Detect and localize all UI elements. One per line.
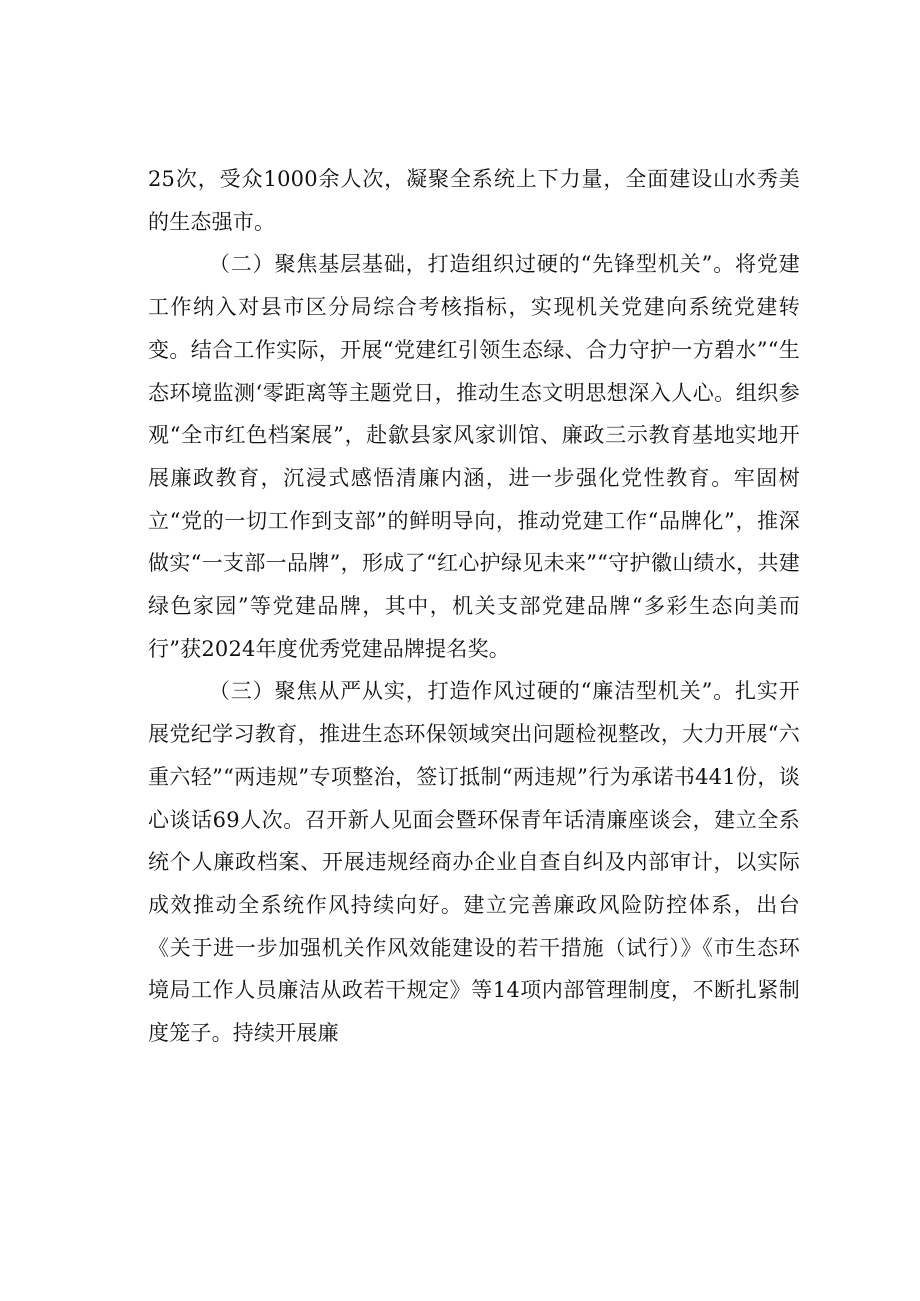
paragraph-section-two: （二）聚焦基层基础，打造组织过硬的“先锋型机关”。将党建工作纳入对县市区分局综合考核指标，实现机关党建向系统党建转变。结合工作实际，开展“党建红引领生态绿、合力守护一方碧水”“生态环境监测‘零距离等主题党日，推动生态文明思想深入人心。组织参观“全市红色档案展”，赴歙县家风家训馆、廉政三示教育基地实地开展廉政教育，沉浸式感悟清廉内涵，进一步强化党性教育。牢固树立“党的一切工作到支部”的鲜明导向，推动党建工作“品牌化”，推深做实“一支部一品牌”，形成了“红心护绿见未来”“守护徽山绩水，共建绿色家园”等党建品牌，其中，机关支部党建品牌“多彩生态向美而行”获2024年度优秀党建品牌提名奖。 [148,252,800,661]
paragraph-continuation: 25次，受众1000余人次，凝聚全系统上下力量，全面建设山水秀美的生态强市。 [148,167,800,234]
document-body [148,158,800,1055]
paragraph-section-three: （三）聚焦从严从实，打造作风过硬的“廉洁型机关”。扎实开展党纪学习教育，推进生态环保领域突出问题检视整改，大力开展“六重六轻”“两违规”专项整治，签订抵制“两违规”行为承诺书441份，谈心谈话69人次。召开新人见面会暨环保青年话清廉座谈会，建立全系统个人廉政档案、开展违规经商办企业自查自纠及内部审计，以实际成效推动全系统作风持续向好。建立完善廉政风险防控体系，出台《关于进一步加强机关作风效能建设的若干措施（试行）》《市生态环境局工作人员廉洁从政若干规定》等14项内部管理制度，不断扎紧制度笼子。持续开展廉 [148,679,800,1046]
